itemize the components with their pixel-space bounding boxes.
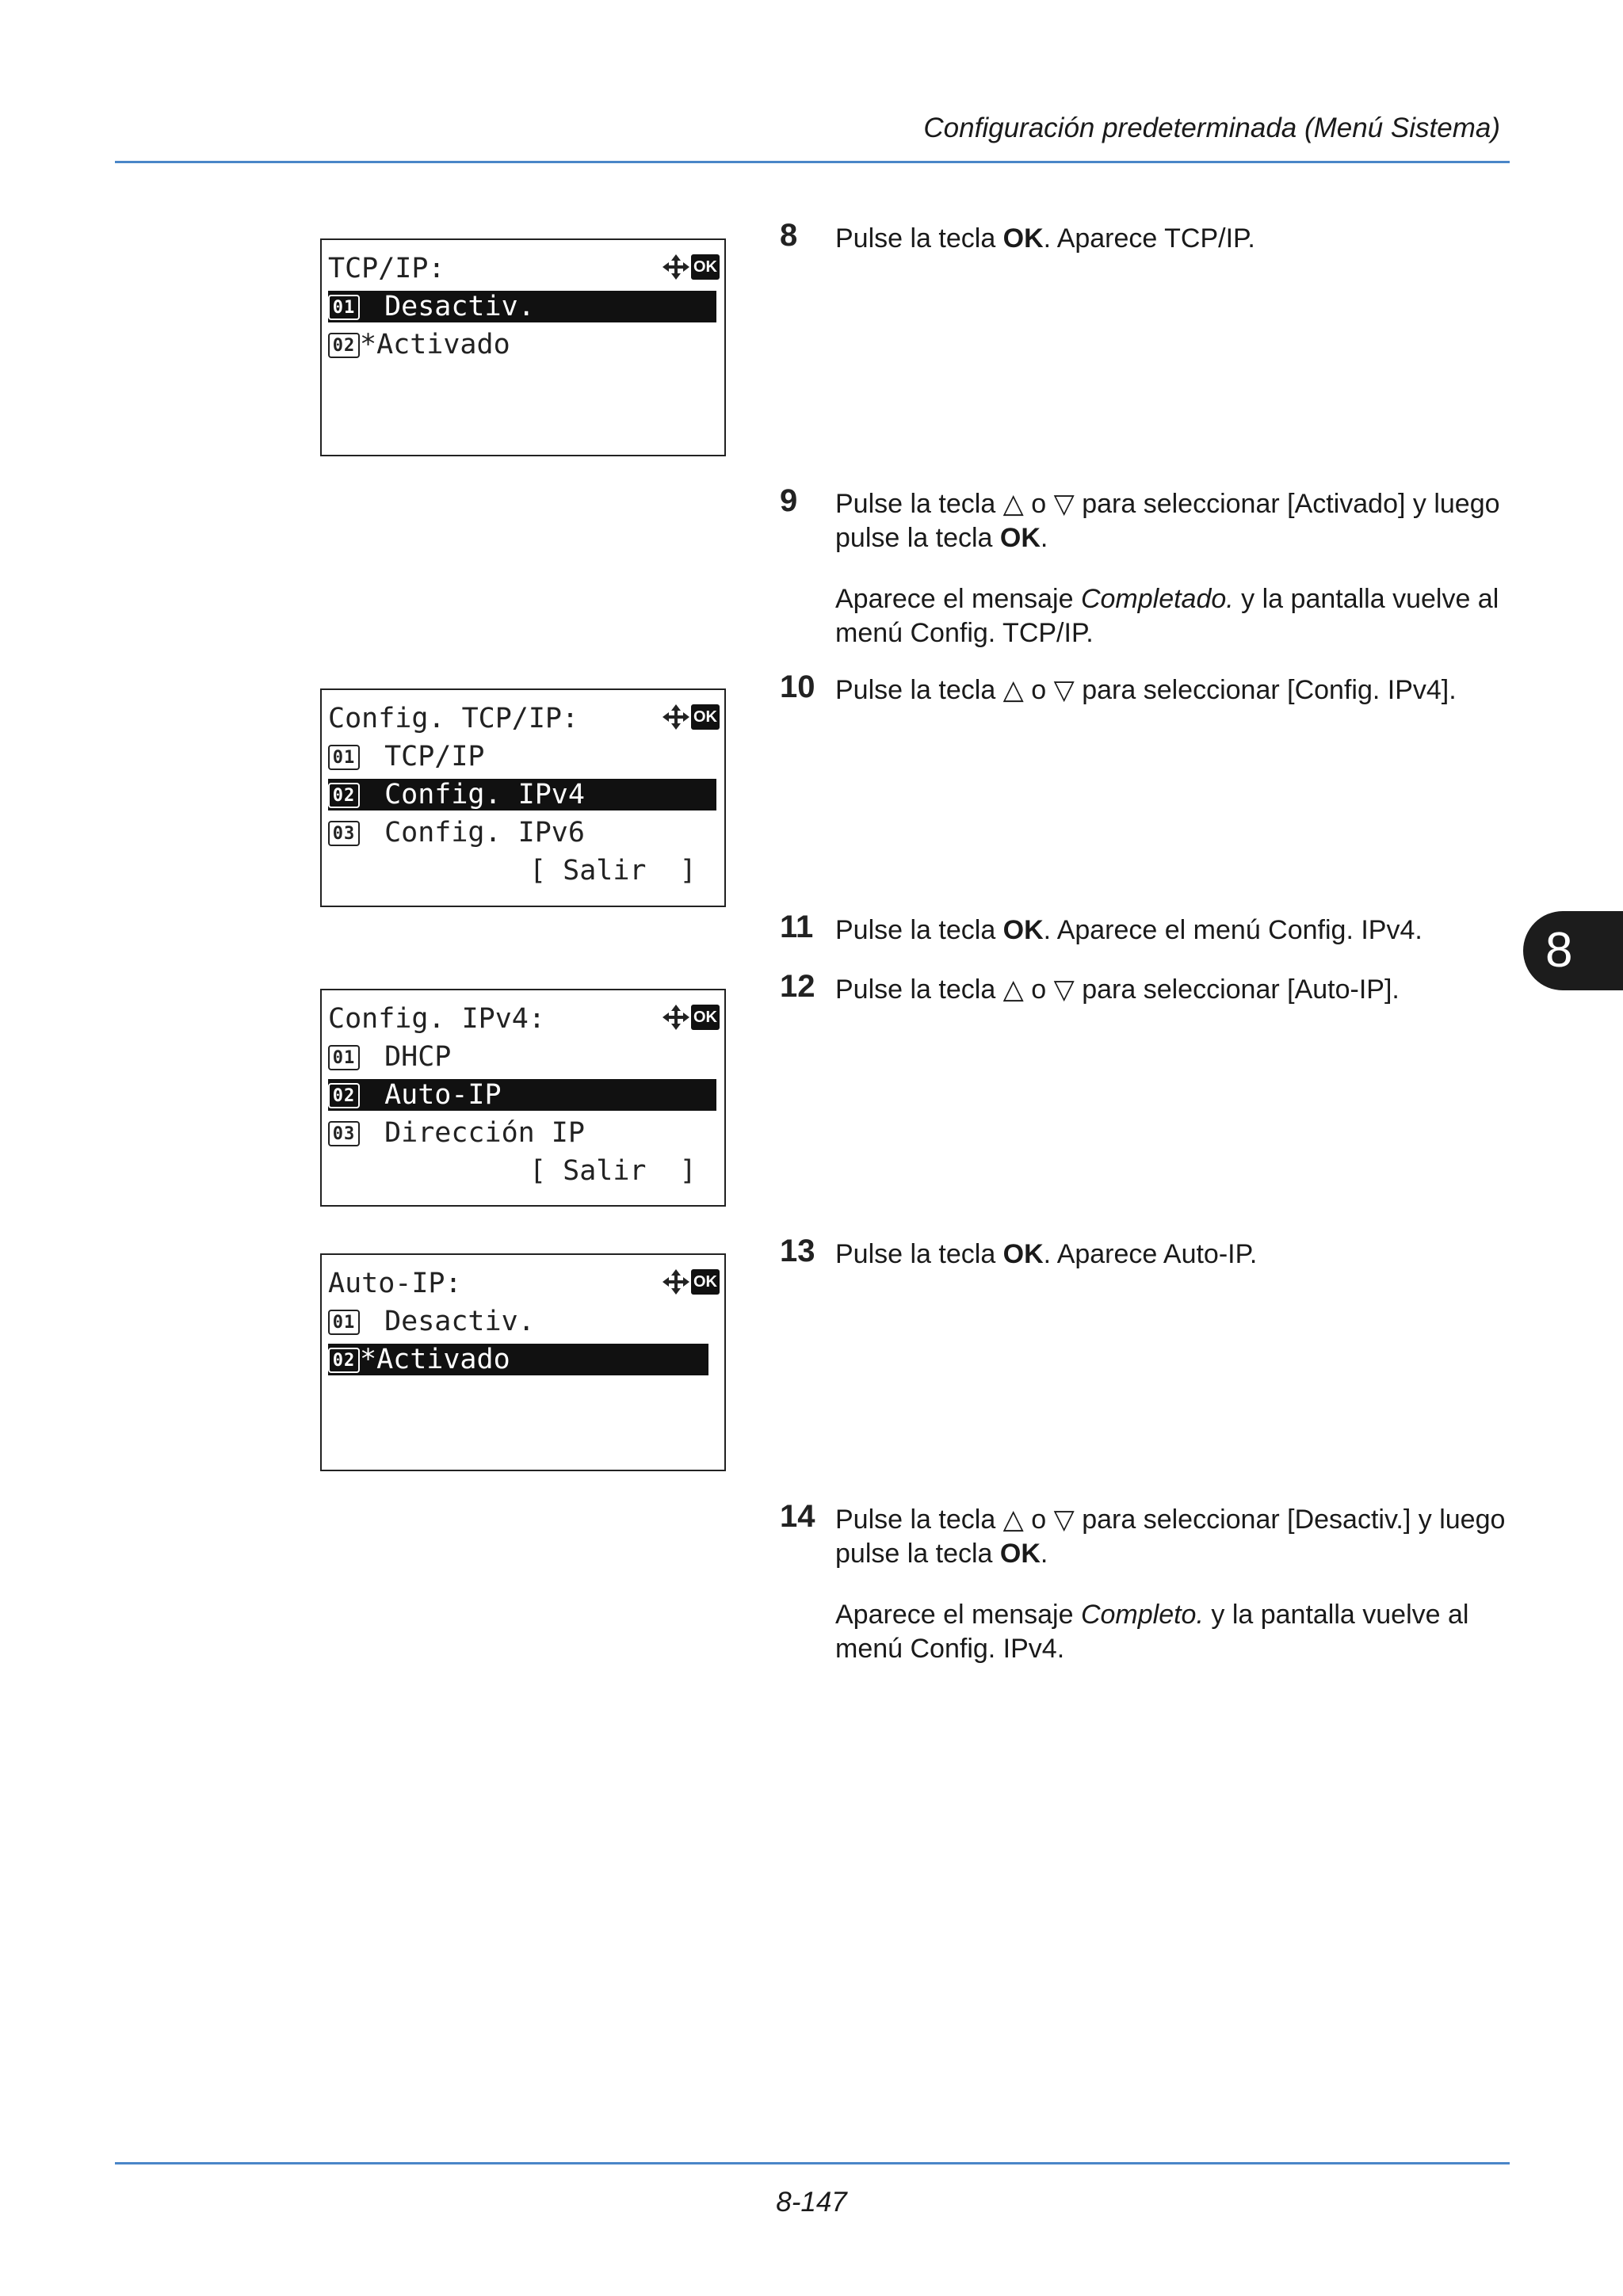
arrow-keys-icon bbox=[661, 1003, 691, 1032]
panel-title: Auto-IP: bbox=[328, 1268, 462, 1299]
step-13: 13 Pulse la tecla OK. Aparece Auto-IP. bbox=[780, 1234, 1258, 1269]
step-10: 10 Pulse la tecla △ o ▽ para seleccionar [Config. IPv4]. bbox=[780, 669, 1457, 705]
panel-title: Config. IPv4: bbox=[328, 1003, 545, 1035]
chapter-tab: 8 bbox=[1523, 911, 1623, 990]
step-8: 8 Pulse la tecla OK. Aparece TCP/IP. bbox=[780, 218, 1255, 254]
panel-footer: [ Salir ] bbox=[529, 855, 697, 887]
ok-icon: OK bbox=[691, 1269, 720, 1295]
nav-ok-indicator bbox=[661, 1268, 720, 1296]
panel-row: 01 DHCP bbox=[328, 1041, 451, 1073]
ok-icon: OK bbox=[691, 254, 720, 280]
panel-row: 03 Dirección IP bbox=[328, 1117, 585, 1149]
panel-row: 01 Desactiv. bbox=[328, 291, 716, 322]
lcd-panel-config-tcpip bbox=[320, 688, 726, 907]
lcd-panel-autoip bbox=[320, 1253, 726, 1471]
footer-rule bbox=[115, 2162, 1510, 2164]
panel-row: 03 Config. IPv6 bbox=[328, 817, 585, 849]
nav-ok-indicator bbox=[661, 1003, 720, 1032]
ok-icon: OK bbox=[691, 704, 720, 730]
panel-row: 01 TCP/IP bbox=[328, 741, 485, 772]
lcd-panel-config-ipv4 bbox=[320, 989, 726, 1207]
step-14: 14 Pulse la tecla △ o ▽ para seleccionar [Desactiv.] y luego pulse la tecla OK. Aparece el mensaje Completo. y la pantalla vuelve al menú Config. IPv4. bbox=[780, 1499, 1506, 1664]
arrow-keys-icon bbox=[661, 253, 691, 281]
page-number: 8-147 bbox=[776, 2187, 847, 2218]
panel-row: 02 Auto-IP bbox=[328, 1079, 716, 1111]
ok-icon: OK bbox=[691, 1005, 720, 1030]
panel-title: TCP/IP: bbox=[328, 253, 445, 284]
panel-row: 02 *Activado bbox=[328, 329, 510, 360]
panel-footer: [ Salir ] bbox=[529, 1155, 697, 1187]
step-9: 9 Pulse la tecla △ o ▽ para seleccionar [Activado] y luego pulse la tecla OK. Aparece el mensaje Completado. y la pantalla vuelve al menú Config. TCP/IP. bbox=[780, 483, 1500, 648]
lcd-panel-tcpip bbox=[320, 238, 726, 456]
panel-row: 01 Desactiv. bbox=[328, 1306, 535, 1337]
arrow-keys-icon bbox=[661, 1268, 691, 1296]
page-header-title: Configuración predeterminada (Menú Sistema) bbox=[923, 113, 1500, 143]
panel-row: 02 *Activado bbox=[328, 1344, 708, 1375]
panel-title: Config. TCP/IP: bbox=[328, 703, 579, 734]
arrow-keys-icon bbox=[661, 703, 691, 731]
nav-ok-indicator bbox=[661, 703, 720, 731]
nav-ok-indicator bbox=[661, 253, 720, 281]
step-11: 11 Pulse la tecla OK. Aparece el menú Config. IPv4. bbox=[780, 910, 1423, 945]
step-12: 12 Pulse la tecla △ o ▽ para seleccionar [Auto-IP]. bbox=[780, 969, 1400, 1005]
header-rule bbox=[115, 161, 1510, 163]
panel-row: 02 Config. IPv4 bbox=[328, 779, 716, 810]
